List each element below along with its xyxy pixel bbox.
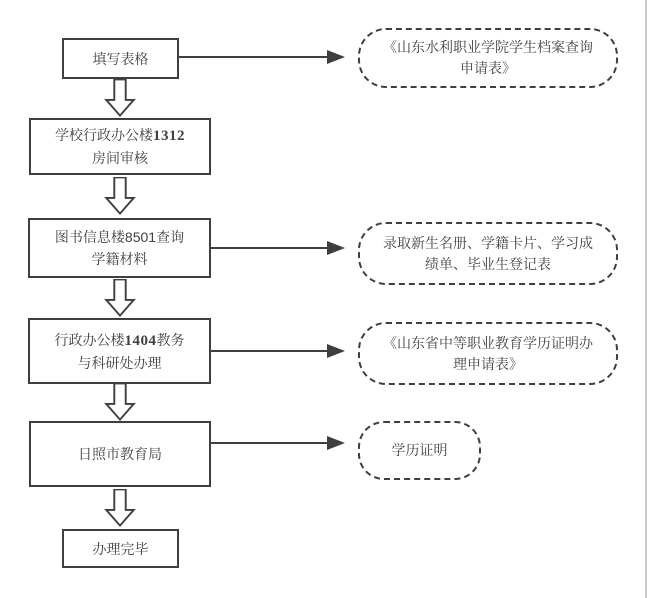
- connector-line: [179, 56, 327, 58]
- step-box-complete: [62, 529, 179, 568]
- right-arrowhead-icon: [327, 344, 345, 358]
- step-label-line2: 学籍材料: [91, 251, 148, 267]
- down-block-arrow-icon: [104, 489, 136, 527]
- down-block-arrow-icon: [104, 279, 136, 317]
- down-block-arrow-icon: [104, 383, 136, 421]
- room-number: 1312: [153, 128, 185, 144]
- down-block-arrow-icon: [104, 177, 136, 215]
- right-arrowhead-icon: [327, 436, 345, 450]
- right-arrowhead-icon: [327, 241, 345, 255]
- step-label-line2: 房间审核: [92, 150, 148, 166]
- step-label-line1: 图书信息楼8501查询: [54, 229, 185, 245]
- down-block-arrow-icon: [104, 79, 136, 117]
- connector-line: [211, 442, 327, 444]
- step-box-rizhao-education-bureau: [29, 421, 211, 487]
- output-label-line2: 理申请表》: [453, 355, 523, 372]
- output-box-diploma-certificate-application-form: [358, 322, 618, 385]
- output-label-line1: 《山东省中等职业教育学历证明办: [383, 334, 593, 351]
- page-right-edge-line: [645, 0, 647, 598]
- output-label: 学历证明: [391, 442, 448, 458]
- step-label-text: 学校行政办公楼: [55, 127, 153, 143]
- step-label: 填写表格: [92, 50, 149, 67]
- connector-line: [211, 350, 327, 352]
- step-label-line2: 与科研处办理: [77, 354, 162, 371]
- step-label-text: 行政办公楼: [54, 331, 125, 348]
- step-box-fill-form: [62, 38, 179, 79]
- connector-line: [211, 247, 327, 249]
- output-label-line2: 申请表》: [460, 60, 516, 76]
- step-box-admin-building-1312-review: [29, 118, 211, 175]
- output-label-line1: 《山东水利职业学院学生档案查询: [383, 39, 593, 55]
- output-label-line1: 录取新生名册、学籍卡片、学习成: [383, 234, 593, 251]
- step-box-academic-office-1404: [28, 318, 211, 384]
- step-label-text: 教务: [156, 331, 185, 348]
- output-box-student-record-materials: [358, 222, 618, 285]
- room-number: 1404: [124, 332, 157, 349]
- output-box-archive-query-application-form: [358, 28, 618, 88]
- step-label: 日照市教育局: [78, 446, 162, 462]
- output-box-diploma-certificate: [358, 421, 481, 480]
- right-arrowhead-icon: [327, 50, 345, 64]
- step-label-line1: [55, 329, 185, 352]
- step-label-line1: [55, 124, 185, 147]
- step-box-library-8501-query: [28, 218, 211, 278]
- step-label: 办理完毕: [92, 540, 149, 557]
- output-label-line2: 绩单、毕业生登记表: [425, 255, 551, 272]
